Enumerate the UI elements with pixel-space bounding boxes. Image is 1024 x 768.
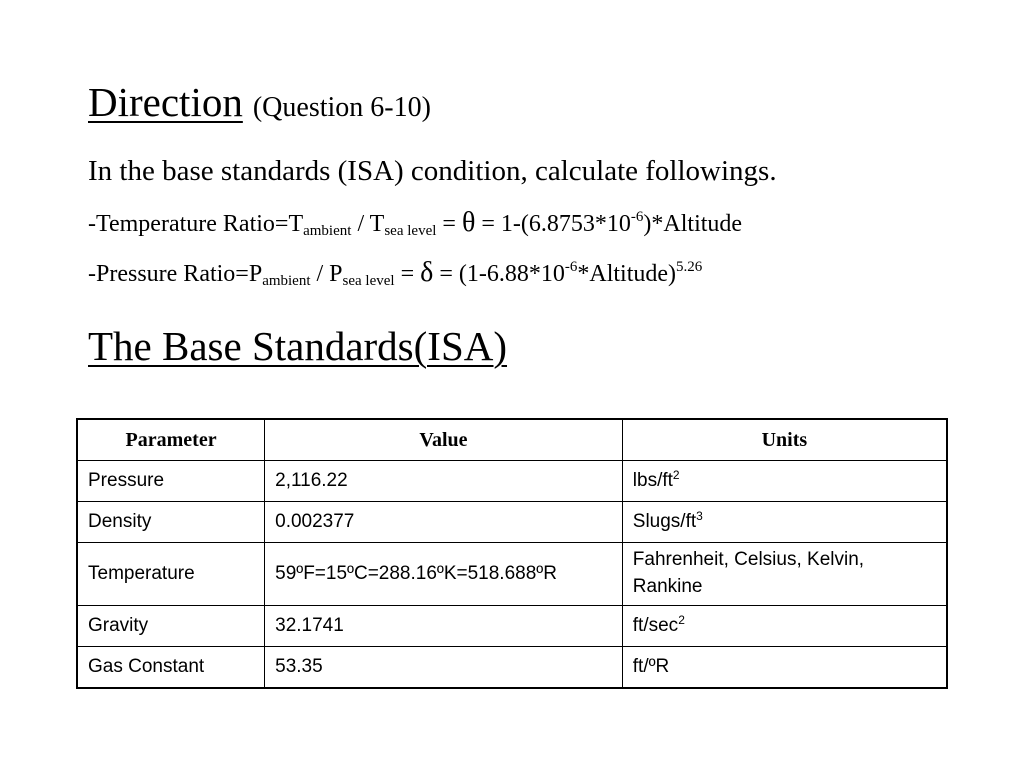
cell-unit [622,502,947,543]
cell-value: 53.35 [265,647,623,689]
formula-sub-ambient: ambient [262,273,311,289]
cell-unit [622,647,947,689]
table-row [77,502,947,543]
formula-exponent-2: 5.26 [676,259,703,275]
header-units: Units [622,419,947,461]
header-value: Value [265,419,623,461]
formula-sub-ambient: ambient [303,223,352,239]
table-row [77,606,947,647]
unit-superscript: 3 [696,508,703,523]
formula-equals: = [436,211,462,237]
isa-table [76,418,948,689]
cell-unit [622,606,947,647]
pressure-ratio-formula [88,259,702,287]
formula-lead: -Pressure Ratio=P [88,261,263,287]
cell-value: 32.1741 [265,606,623,647]
formula-lead: -Temperature Ratio=T [88,211,304,237]
unit-superscript: 2 [678,612,685,627]
cell-parameter: Pressure [77,461,265,502]
theta-symbol: θ [461,207,476,238]
cell-value: 59ºF=15ºC=288.16ºK=518.688ºR [265,543,623,606]
direction-title: Direction [88,79,243,125]
cell-parameter: Gas Constant [77,647,265,689]
formula-expression-a: = (1-6.88*10 [433,261,565,287]
cell-parameter: Temperature [77,543,265,606]
direction-heading [88,79,431,125]
formula-sub-sea-level: sea level [384,223,437,239]
formula-expression-a: = 1-(6.8753*10 [475,211,631,237]
table-header-row [77,419,947,461]
formula-equals: = [394,261,421,287]
formula-exponent: -6 [564,259,578,275]
unit-text: lbs/ft [632,469,673,491]
formula-exponent: -6 [630,209,644,225]
table-row [77,461,947,502]
cell-value: 0.002377 [265,502,623,543]
formula-expression-b: )*Altitude [643,211,743,237]
unit-superscript: 2 [672,467,680,482]
formula-sub-sea-level: sea level [342,273,395,289]
instruction-text: In the base standards (ISA) condition, calculate followings. [88,155,777,187]
cell-value: 2,116.22 [265,461,623,502]
unit-text: Fahrenheit, Celsius, Kelvin, Rankine [632,549,865,597]
temperature-ratio-formula [88,209,742,237]
cell-unit [622,543,947,606]
cell-parameter: Density [77,502,265,543]
table-row [77,543,947,606]
table-row [77,647,947,689]
section-title: The Base Standards(ISA) [88,323,508,369]
direction-subtitle: (Question 6-10) [252,92,431,123]
formula-expression-b: *Altitude) [577,261,677,287]
formula-mid: / P [310,261,343,287]
formula-mid: / T [351,211,385,237]
header-parameter: Parameter [77,419,265,461]
unit-text: Slugs/ft [632,510,697,532]
unit-text: ft/ºR [632,655,670,677]
cell-parameter: Gravity [77,606,265,647]
unit-text: ft/sec [632,614,679,636]
cell-unit [622,461,947,502]
delta-symbol: δ [420,257,434,288]
